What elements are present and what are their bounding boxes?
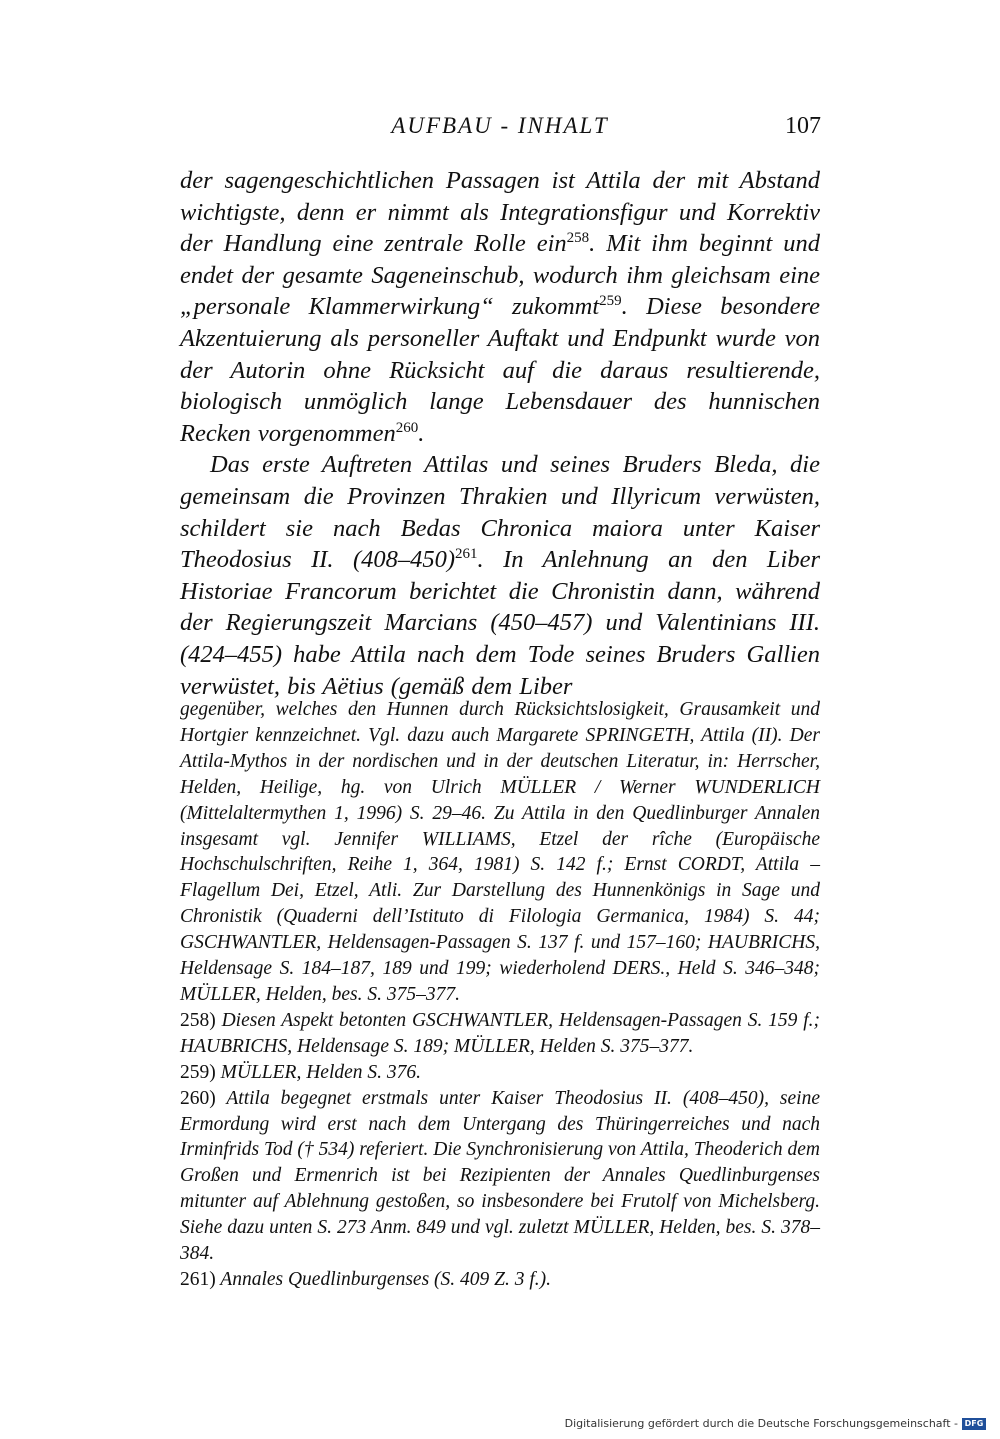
footnote-258: 258) Diesen Aspekt betonten GSCHWANTLER, Heldensagen-Passagen S. 159 f.; HAUBRICHS, Heldensage S. 189; MÜLLER, Helden S. 375–377. <box>180 1009 821 1057</box>
digitization-credit <box>565 1417 986 1430</box>
footnotes <box>180 697 820 1293</box>
footnote-ref-261[interactable]: 261 <box>455 546 478 563</box>
footnote-260: 260) Attila begegnet erstmals unter Kaiser Theodosius II. (408–450), seine Ermordung wird erst nach dem Untergang des Thüringerreiches und nach Irminfrids Tod († 534) referiert. Die Synchronisierung von Attila, Theoderich dem Großen und Ermenrich ist bei Rezipienten der Annales Quedlinburgenses mitunter auf Ablehnung gestoßen, so insbesondere bei Frutolf von Michelsberg. Siehe dazu unten S. 273 Anm. 849 und vgl. zuletzt MÜLLER, Helden, bes. S. 378–384. <box>180 1087 820 1265</box>
footnote-261: 261) Annales Quedlinburgenses (S. 409 Z. 3 f.). <box>180 1268 552 1290</box>
footnote-ref-260[interactable]: 260 <box>395 419 419 436</box>
credit-text: Digitalisierung gefördert durch die Deutsche Forschungsgemeinschaft - <box>564 1417 958 1430</box>
footnote-259: 259) MÜLLER, Helden S. 376. <box>180 1061 422 1083</box>
dfg-logo: DFG <box>962 1418 986 1430</box>
footnote-ref-258[interactable]: 258 <box>566 230 590 247</box>
paragraph-2: Das erste Auftreten Attilas und seines Bruders Bleda, die gemeinsam die Provinzen Thrakien und Illyricum verwüsten, schildert sie nach Bedas Chronica maiora unter Kaiser Theodosius II. $(408-450)^{261}$. In Anlehnung an den Liber Historiae Francorum berichtet die Chronistin dann, während der Regierungszeit Marcians (450–457) und Valentinians III. (424–455) habe Attila nach dem Tode seines Bruders Gallien verwüstet, bis Aëtius (gemäß dem Liber <box>180 451 820 700</box>
body-text <box>180 165 820 702</box>
footnote-continuation: gegenüber, welches den Hunnen durch Rücksichtslosigkeit, Grausamkeit und Hortgier kennzeichnet. Vgl. dazu auch Margarete SPRINGETH, Attila (II). Der Attila-Mythos in der nordischen und in der deutschen Literatur, in: Herrscher, Helden, Heilige, hg. von Ulrich MÜLLER / Werner WUNDERLICH (Mittelaltermythen 1, 1996) S. 29–46. Zu Attila in den Quedlinburger Annalen insgesamt vgl. Jennifer WILLIAMS, Etzel der rîche (Europäische Hochschulschriften, Reihe 1, 364, 1981) S. 142 f.; Ernst CORDT, Attila – Flagellum Dei, Etzel, Atli. Zur Darstellung des Hunnenkönigs in Sage und Chronistik (Quaderni dell’Istituto di Filologia Germanica, 1984) S. 44; GSCHWANTLER, Heldensagen-Passagen S. 137 f. und 157–160; HAUBRICHS, Heldensage S. 184–187, 189 und 199; wiederholend DERS., Held S. 346–348; MÜLLER, Helden, bes. S. 375–377. <box>180 699 820 1005</box>
footnote-ref-259[interactable]: 259 <box>599 293 622 310</box>
page-number: 107 <box>785 113 821 139</box>
paragraph-1: der sagengeschichtlichen Passagen ist Attila der mit Abstand wichtigste, denn er nimmt als Integrationsfigur und Korrektiv der Handlung eine zentrale Rolle ein$^{258}$. Mit ihm beginnt und endet der gesamte Sageneinschub, wodurch ihm gleichsam eine „personale Klammerwirkung“ zukommt$^{259}$. Diese besondere Akzentuierung als personeller Auftakt und Endpunkt wurde von der Autorin ohne Rücksicht auf die daraus resultierende, biologisch unmöglich lange Lebensdauer des hunnischen Recken vorgenommen$^{260}$. <box>180 167 821 447</box>
header-title: AUFBAU - INHALT <box>391 113 609 138</box>
